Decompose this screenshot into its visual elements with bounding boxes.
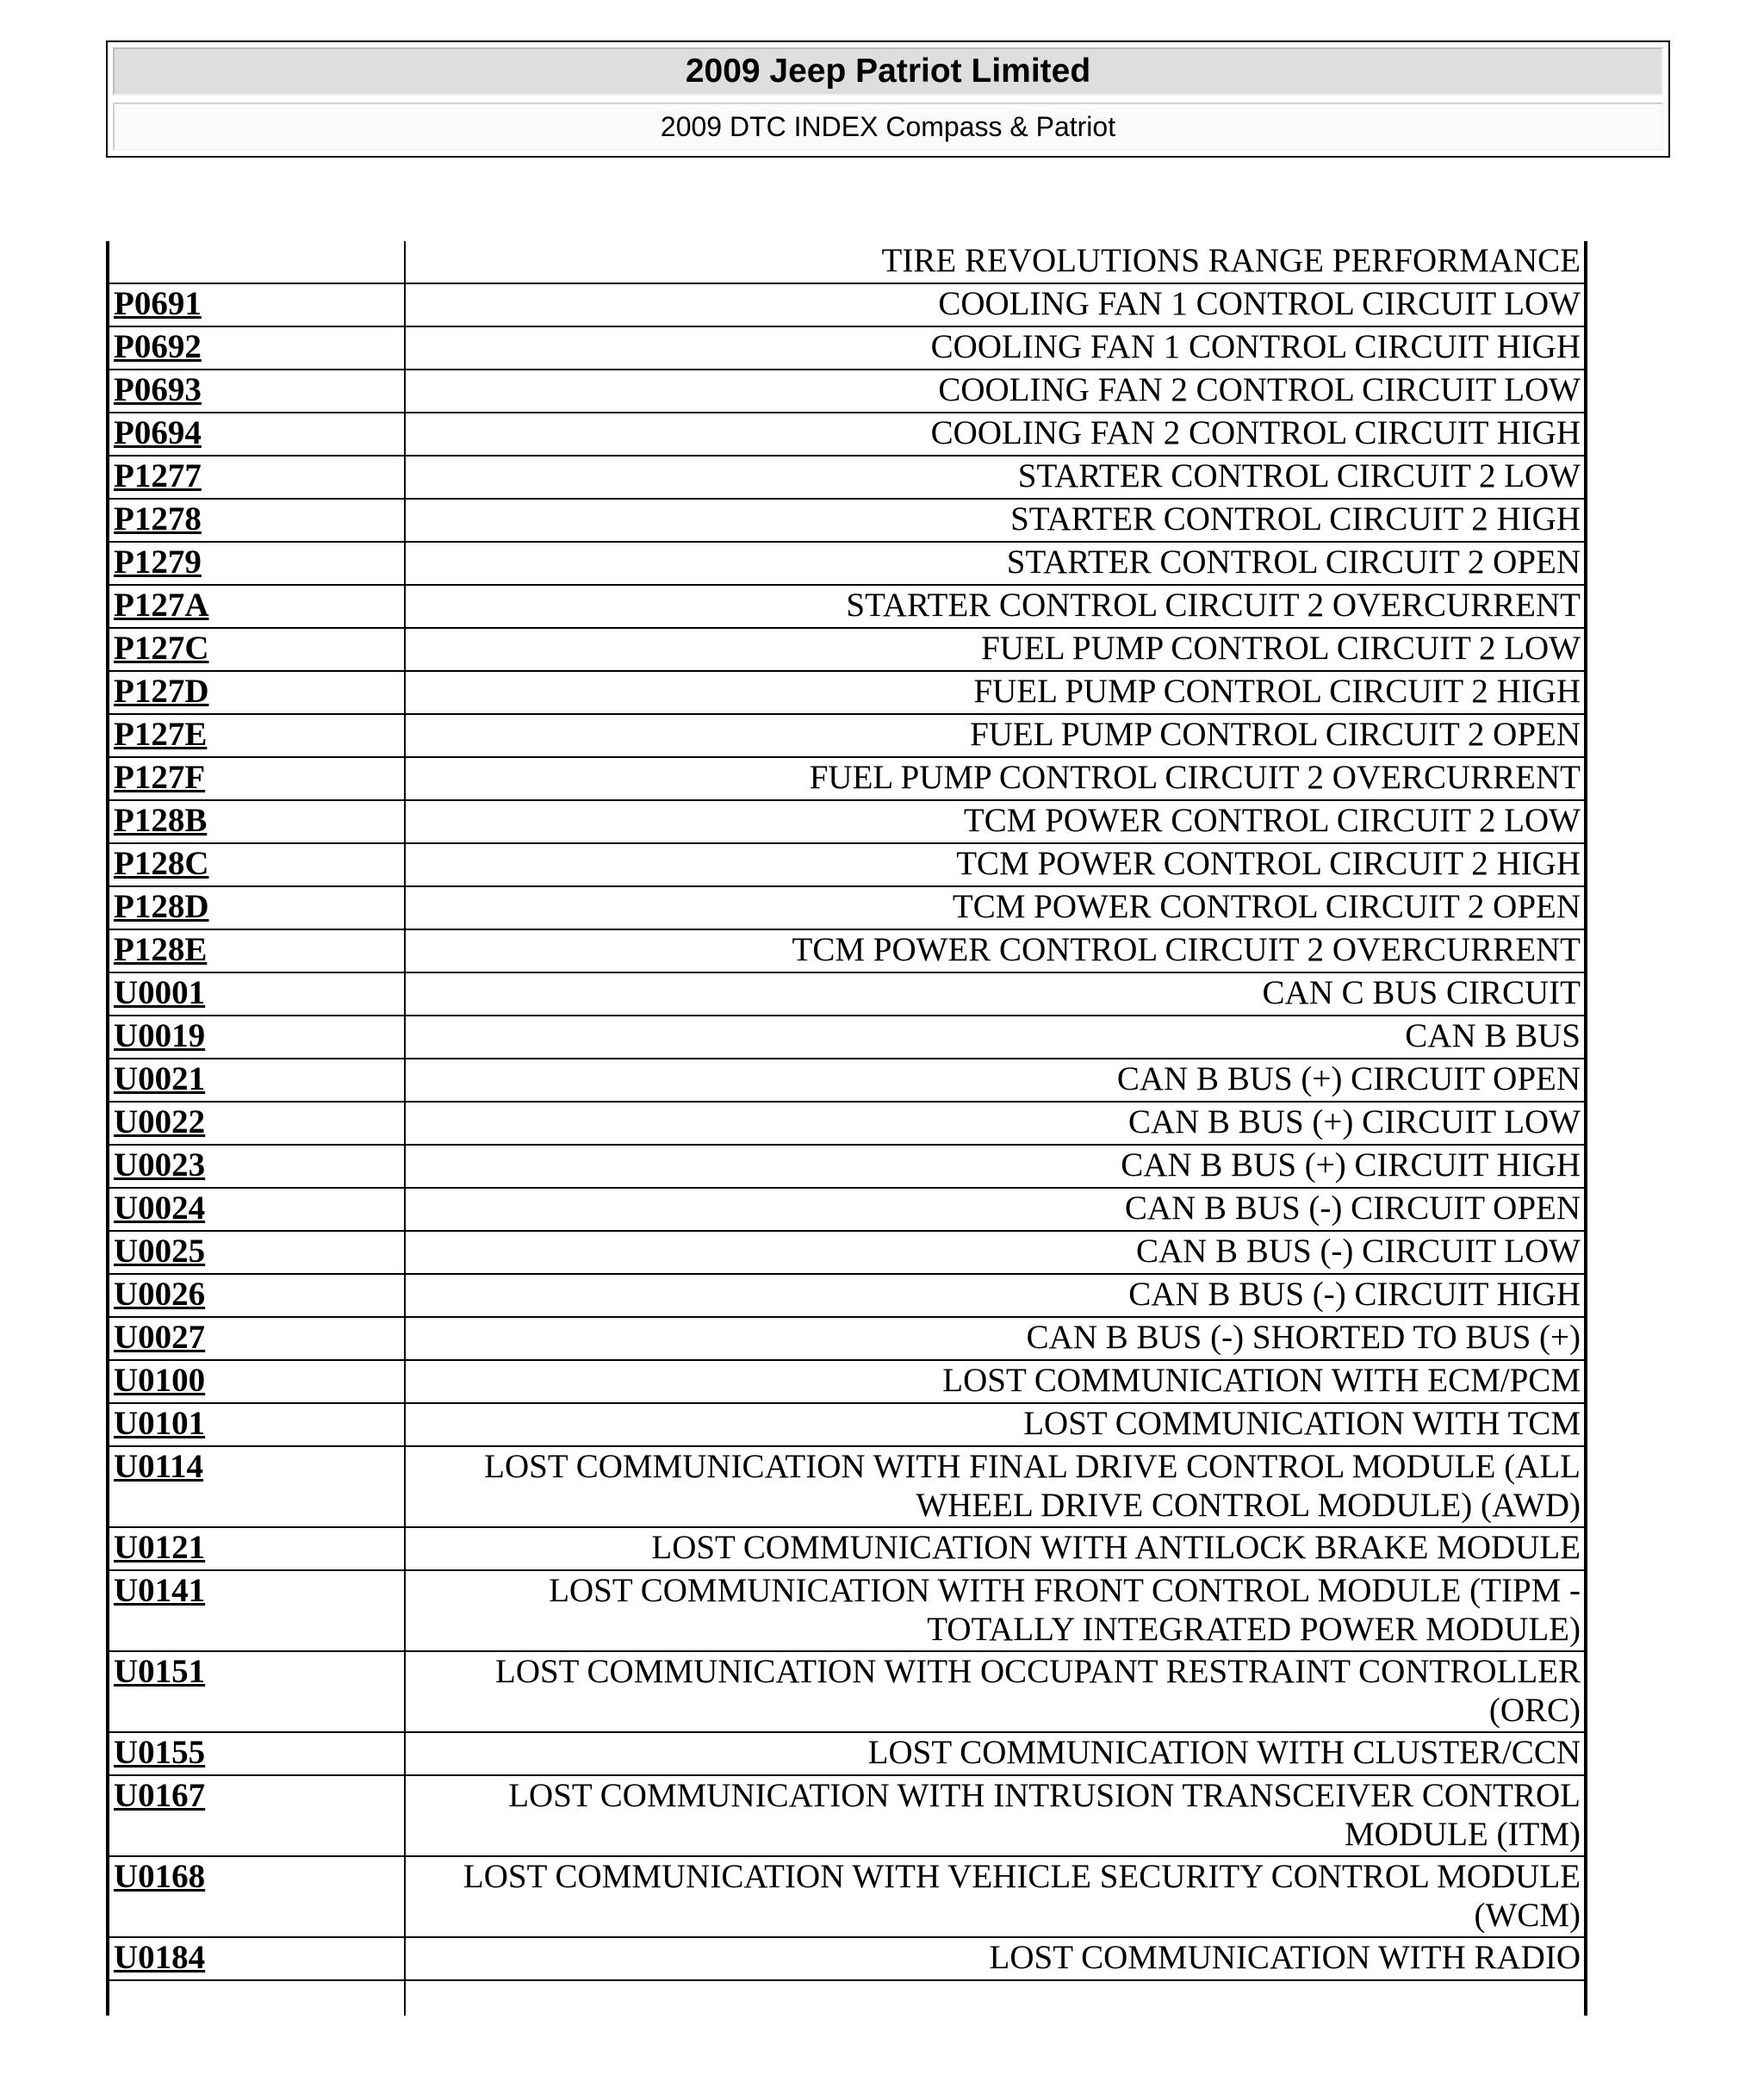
dtc-description: LOST COMMUNICATION WITH RADIO bbox=[405, 1937, 1586, 1980]
dtc-description: STARTER CONTROL CIRCUIT 2 HIGH bbox=[405, 499, 1586, 542]
dtc-code-cell bbox=[108, 800, 405, 843]
table-row bbox=[108, 1102, 1586, 1145]
table-row bbox=[108, 1937, 1586, 1980]
dtc-code-cell bbox=[108, 628, 405, 671]
table-row bbox=[108, 628, 1586, 671]
dtc-code-link[interactable]: P0691 bbox=[114, 285, 202, 322]
table-row bbox=[108, 1980, 1586, 2016]
dtc-code-link[interactable]: U0141 bbox=[114, 1572, 206, 1609]
dtc-code-link[interactable]: P128E bbox=[114, 931, 208, 968]
dtc-description: FUEL PUMP CONTROL CIRCUIT 2 OPEN bbox=[405, 714, 1586, 757]
table-row bbox=[108, 456, 1586, 499]
page-subtitle: 2009 DTC INDEX Compass & Patriot bbox=[113, 103, 1663, 151]
table-row bbox=[108, 929, 1586, 972]
dtc-description: CAN B BUS (-) CIRCUIT HIGH bbox=[405, 1274, 1586, 1317]
table-row bbox=[108, 1446, 1586, 1527]
table-row bbox=[108, 757, 1586, 800]
dtc-code-link[interactable]: U0021 bbox=[114, 1060, 206, 1097]
dtc-code-link[interactable]: U0019 bbox=[114, 1017, 206, 1054]
dtc-code-link[interactable]: P0693 bbox=[114, 371, 202, 408]
dtc-description: STARTER CONTROL CIRCUIT 2 LOW bbox=[405, 456, 1586, 499]
dtc-code-link[interactable]: U0167 bbox=[114, 1777, 206, 1814]
dtc-code-link[interactable]: U0024 bbox=[114, 1190, 206, 1227]
dtc-code-cell bbox=[108, 1937, 405, 1980]
dtc-description: TCM POWER CONTROL CIRCUIT 2 OPEN bbox=[405, 886, 1586, 929]
dtc-code-cell bbox=[108, 1527, 405, 1570]
table-row bbox=[108, 413, 1586, 456]
dtc-index-table bbox=[106, 241, 1587, 2016]
dtc-code-link[interactable]: P0692 bbox=[114, 328, 202, 365]
dtc-code-cell bbox=[108, 886, 405, 929]
dtc-code-cell bbox=[108, 757, 405, 800]
table-row bbox=[108, 1188, 1586, 1231]
table-row bbox=[108, 1856, 1586, 1937]
dtc-description: FUEL PUMP CONTROL CIRCUIT 2 HIGH bbox=[405, 671, 1586, 714]
dtc-description: LOST COMMUNICATION WITH TCM bbox=[405, 1403, 1586, 1446]
table-row bbox=[108, 1732, 1586, 1775]
table-row bbox=[108, 886, 1586, 929]
dtc-description: STARTER CONTROL CIRCUIT 2 OPEN bbox=[405, 542, 1586, 585]
table-row bbox=[108, 542, 1586, 585]
dtc-code-link[interactable]: U0022 bbox=[114, 1103, 206, 1140]
dtc-code-cell bbox=[108, 370, 405, 413]
table-row bbox=[108, 1145, 1586, 1188]
dtc-description: LOST COMMUNICATION WITH CLUSTER/CCN bbox=[405, 1732, 1586, 1775]
table-row bbox=[108, 1775, 1586, 1856]
dtc-code-cell bbox=[108, 843, 405, 886]
dtc-description: COOLING FAN 1 CONTROL CIRCUIT HIGH bbox=[405, 326, 1586, 370]
table-row bbox=[108, 499, 1586, 542]
dtc-description: TIRE REVOLUTIONS RANGE PERFORMANCE bbox=[405, 241, 1586, 283]
dtc-description: CAN B BUS (+) CIRCUIT LOW bbox=[405, 1102, 1586, 1145]
dtc-code-link[interactable]: P127A bbox=[114, 587, 209, 624]
dtc-description: STARTER CONTROL CIRCUIT 2 OVERCURRENT bbox=[405, 585, 1586, 628]
dtc-code-cell bbox=[108, 929, 405, 972]
dtc-description: TCM POWER CONTROL CIRCUIT 2 OVERCURRENT bbox=[405, 929, 1586, 972]
dtc-code-cell bbox=[108, 241, 405, 283]
table-row bbox=[108, 1231, 1586, 1274]
dtc-code-link[interactable]: U0001 bbox=[114, 974, 206, 1011]
dtc-description: LOST COMMUNICATION WITH INTRUSION TRANSCEIVER CONTROL MODULE (ITM) bbox=[405, 1775, 1586, 1856]
dtc-description: CAN B BUS (+) CIRCUIT HIGH bbox=[405, 1145, 1586, 1188]
dtc-code-cell bbox=[108, 1775, 405, 1856]
table-row bbox=[108, 1570, 1586, 1651]
dtc-description: CAN B BUS (-) SHORTED TO BUS (+) bbox=[405, 1317, 1586, 1360]
dtc-code-link[interactable]: U0155 bbox=[114, 1734, 206, 1771]
dtc-code-cell bbox=[108, 1403, 405, 1446]
dtc-code-cell bbox=[108, 499, 405, 542]
dtc-description: TCM POWER CONTROL CIRCUIT 2 HIGH bbox=[405, 843, 1586, 886]
dtc-code-link[interactable]: P1278 bbox=[114, 500, 202, 537]
table-row bbox=[108, 1403, 1586, 1446]
dtc-code-cell bbox=[108, 1102, 405, 1145]
dtc-description: LOST COMMUNICATION WITH ECM/PCM bbox=[405, 1360, 1586, 1403]
dtc-code-link[interactable]: U0121 bbox=[114, 1529, 206, 1566]
table-row bbox=[108, 843, 1586, 886]
dtc-code-cell bbox=[108, 1317, 405, 1360]
dtc-code-cell bbox=[108, 542, 405, 585]
dtc-code-link[interactable]: U0168 bbox=[114, 1858, 206, 1895]
dtc-code-link[interactable]: P127E bbox=[114, 716, 208, 753]
dtc-code-link[interactable]: U0114 bbox=[114, 1448, 204, 1485]
dtc-code-link[interactable]: U0027 bbox=[114, 1319, 206, 1356]
dtc-code-link[interactable]: P1279 bbox=[114, 544, 202, 581]
dtc-code-cell bbox=[108, 1231, 405, 1274]
dtc-description: COOLING FAN 1 CONTROL CIRCUIT LOW bbox=[405, 283, 1586, 326]
dtc-description: FUEL PUMP CONTROL CIRCUIT 2 OVERCURRENT bbox=[405, 757, 1586, 800]
document-header bbox=[106, 40, 1670, 158]
dtc-description: CAN B BUS (-) CIRCUIT OPEN bbox=[405, 1188, 1586, 1231]
dtc-code-cell bbox=[108, 1856, 405, 1937]
dtc-code-link[interactable]: U0025 bbox=[114, 1233, 206, 1270]
table-row bbox=[108, 1527, 1586, 1570]
dtc-description: CAN C BUS CIRCUIT bbox=[405, 972, 1586, 1016]
dtc-description: COOLING FAN 2 CONTROL CIRCUIT HIGH bbox=[405, 413, 1586, 456]
dtc-code-link[interactable]: P127C bbox=[114, 630, 209, 667]
dtc-code-cell bbox=[108, 456, 405, 499]
table-row bbox=[108, 241, 1586, 283]
dtc-code-link[interactable]: P0694 bbox=[114, 414, 202, 451]
dtc-code-link[interactable]: U0101 bbox=[114, 1405, 206, 1442]
dtc-code-cell bbox=[108, 1016, 405, 1059]
dtc-description: LOST COMMUNICATION WITH FINAL DRIVE CONTROL MODULE (ALL WHEEL DRIVE CONTROL MODULE) (AWD) bbox=[405, 1446, 1586, 1527]
dtc-code-link[interactable]: P127F bbox=[114, 759, 206, 796]
table-row bbox=[108, 326, 1586, 370]
dtc-code-link[interactable]: P128C bbox=[114, 845, 209, 882]
dtc-description: LOST COMMUNICATION WITH FRONT CONTROL MODULE (TIPM - TOTALLY INTEGRATED POWER MODULE) bbox=[405, 1570, 1586, 1651]
dtc-code-cell bbox=[108, 1651, 405, 1732]
table-row bbox=[108, 283, 1586, 326]
table-row bbox=[108, 1274, 1586, 1317]
dtc-code-cell bbox=[108, 714, 405, 757]
dtc-description: CAN B BUS (-) CIRCUIT LOW bbox=[405, 1231, 1586, 1274]
dtc-code-cell bbox=[108, 1446, 405, 1527]
table-row bbox=[108, 1651, 1586, 1732]
dtc-code-link[interactable]: P128D bbox=[114, 888, 209, 925]
dtc-code-cell bbox=[108, 326, 405, 370]
table-row bbox=[108, 800, 1586, 843]
table-row bbox=[108, 370, 1586, 413]
dtc-description bbox=[405, 1980, 1586, 2016]
dtc-code-cell bbox=[108, 1059, 405, 1102]
dtc-description: TCM POWER CONTROL CIRCUIT 2 LOW bbox=[405, 800, 1586, 843]
dtc-description: LOST COMMUNICATION WITH VEHICLE SECURITY CONTROL MODULE (WCM) bbox=[405, 1856, 1586, 1937]
dtc-description: LOST COMMUNICATION WITH OCCUPANT RESTRAINT CONTROLLER (ORC) bbox=[405, 1651, 1586, 1732]
dtc-code-link[interactable]: U0100 bbox=[114, 1362, 206, 1399]
table-row bbox=[108, 1360, 1586, 1403]
dtc-code-cell bbox=[108, 413, 405, 456]
dtc-code-link[interactable]: U0026 bbox=[114, 1276, 206, 1313]
dtc-code-link[interactable]: P127D bbox=[114, 673, 209, 710]
dtc-code-cell bbox=[108, 1274, 405, 1317]
dtc-code-cell bbox=[108, 972, 405, 1016]
page-title: 2009 Jeep Patriot Limited bbox=[113, 47, 1663, 96]
dtc-code-cell bbox=[108, 1980, 405, 2016]
dtc-code-cell bbox=[108, 283, 405, 326]
dtc-code-cell bbox=[108, 1732, 405, 1775]
dtc-code-link[interactable]: P1277 bbox=[114, 457, 202, 494]
dtc-code-cell bbox=[108, 585, 405, 628]
dtc-code-link[interactable]: U0023 bbox=[114, 1146, 206, 1183]
dtc-code-link[interactable]: U0151 bbox=[114, 1653, 206, 1690]
table-row bbox=[108, 1317, 1586, 1360]
dtc-code-cell bbox=[108, 1570, 405, 1651]
dtc-code-link[interactable]: U0184 bbox=[114, 1939, 206, 1976]
table-row bbox=[108, 1059, 1586, 1102]
dtc-description: FUEL PUMP CONTROL CIRCUIT 2 LOW bbox=[405, 628, 1586, 671]
dtc-code-cell bbox=[108, 671, 405, 714]
table-row bbox=[108, 714, 1586, 757]
dtc-description: LOST COMMUNICATION WITH ANTILOCK BRAKE MODULE bbox=[405, 1527, 1586, 1570]
dtc-description: CAN B BUS (+) CIRCUIT OPEN bbox=[405, 1059, 1586, 1102]
dtc-description: COOLING FAN 2 CONTROL CIRCUIT LOW bbox=[405, 370, 1586, 413]
dtc-code-cell bbox=[108, 1145, 405, 1188]
dtc-code-link[interactable]: P128B bbox=[114, 802, 208, 839]
dtc-code-cell bbox=[108, 1360, 405, 1403]
dtc-description: CAN B BUS bbox=[405, 1016, 1586, 1059]
table-row bbox=[108, 1016, 1586, 1059]
dtc-code-cell bbox=[108, 1188, 405, 1231]
table-row bbox=[108, 585, 1586, 628]
table-row bbox=[108, 972, 1586, 1016]
table-row bbox=[108, 671, 1586, 714]
